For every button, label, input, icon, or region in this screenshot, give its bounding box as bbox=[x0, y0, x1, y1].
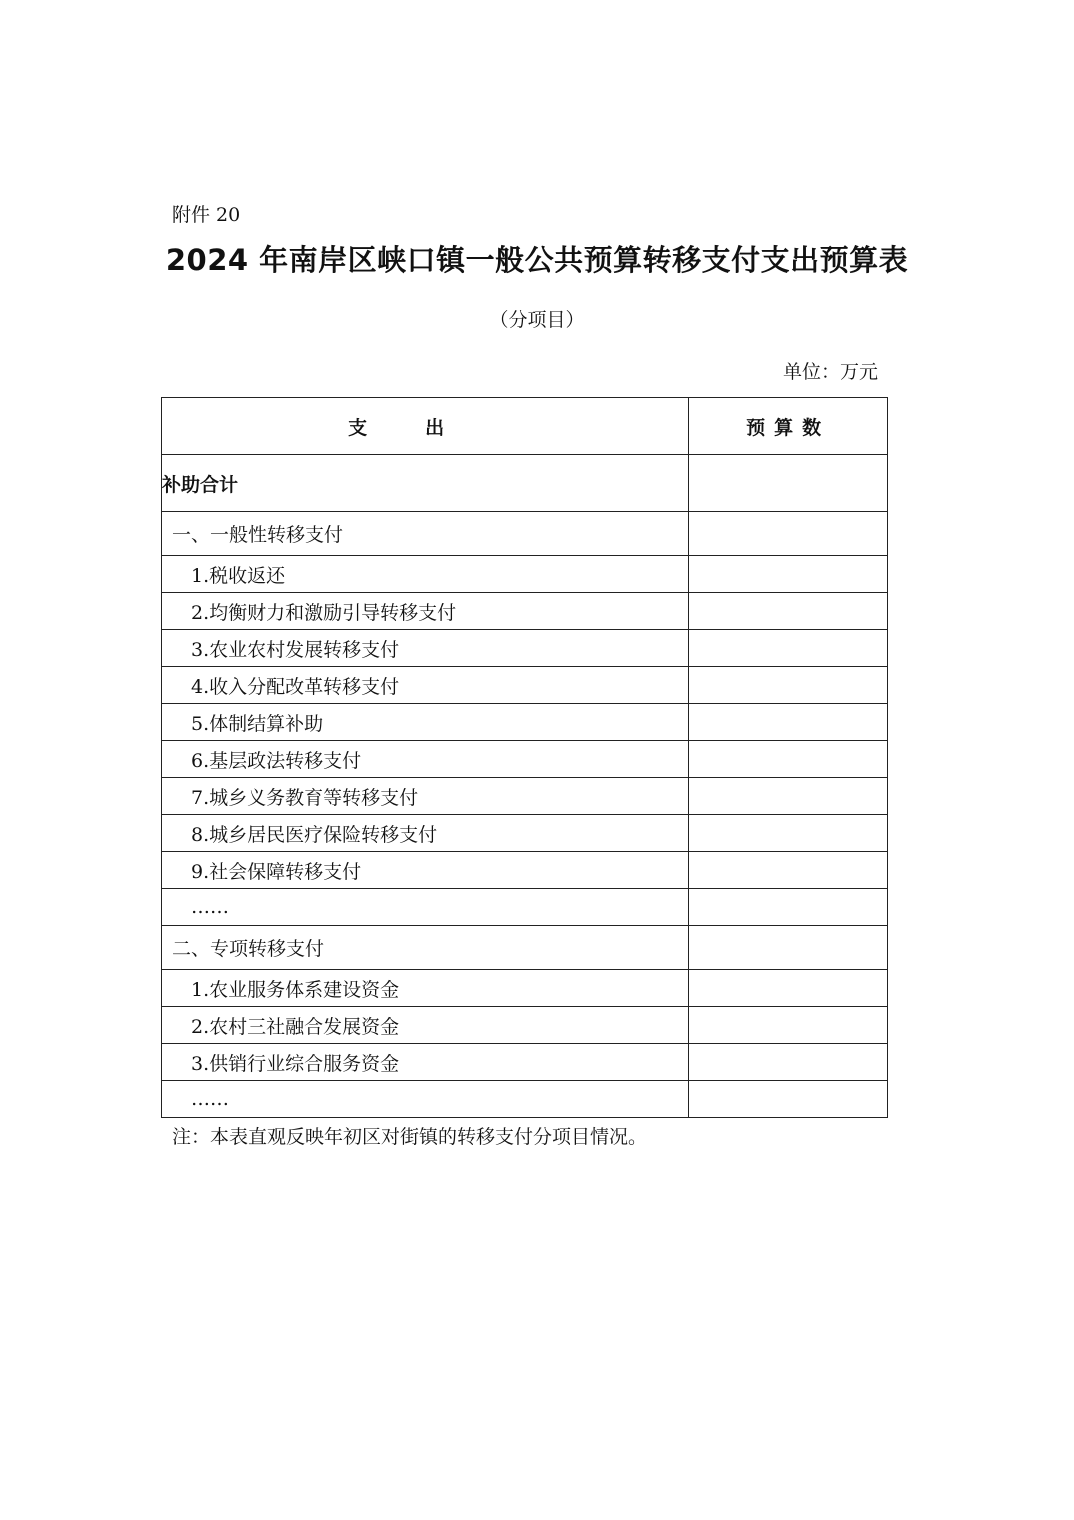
total-label: 补助合计 bbox=[162, 455, 689, 512]
section-row bbox=[162, 512, 888, 556]
table-row bbox=[162, 630, 888, 667]
table-row bbox=[162, 970, 888, 1007]
item-label: 3.农业农村发展转移支付 bbox=[162, 630, 689, 667]
table-row bbox=[162, 1044, 888, 1081]
table-row bbox=[162, 593, 888, 630]
table-header-row bbox=[162, 398, 888, 455]
item-label: 2.农村三社融合发展资金 bbox=[162, 1007, 689, 1044]
item-label: …… bbox=[162, 1081, 689, 1118]
item-label: 2.均衡财力和激励引导转移支付 bbox=[162, 593, 689, 630]
item-label: …… bbox=[162, 889, 689, 926]
item-label: 7.城乡义务教育等转移支付 bbox=[162, 778, 689, 815]
table-body bbox=[162, 455, 888, 1118]
table-row bbox=[162, 852, 888, 889]
item-amount-cell bbox=[689, 778, 888, 815]
table-row bbox=[162, 667, 888, 704]
item-amount-cell bbox=[689, 741, 888, 778]
section-label: 一、一般性转移支付 bbox=[162, 512, 689, 556]
item-label: 3.供销行业综合服务资金 bbox=[162, 1044, 689, 1081]
item-amount-cell bbox=[689, 593, 888, 630]
item-amount-cell bbox=[689, 970, 888, 1007]
section-amount-cell bbox=[689, 926, 888, 970]
item-amount-cell bbox=[689, 852, 888, 889]
table-row bbox=[162, 815, 888, 852]
item-label: 1.税收返还 bbox=[162, 556, 689, 593]
item-label: 6.基层政法转移支付 bbox=[162, 741, 689, 778]
item-amount-cell bbox=[689, 556, 888, 593]
item-label: 4.收入分配改革转移支付 bbox=[162, 667, 689, 704]
page-subtitle: （分项目） bbox=[489, 309, 585, 331]
item-amount-cell bbox=[689, 704, 888, 741]
unit-label: 单位：万元 bbox=[782, 361, 878, 383]
section-row bbox=[162, 926, 888, 970]
item-amount-cell bbox=[689, 1007, 888, 1044]
total-amount-cell bbox=[689, 455, 888, 512]
section-label: 二、专项转移支付 bbox=[162, 926, 689, 970]
total-row bbox=[162, 455, 888, 512]
attachment-label: 附件 20 bbox=[172, 204, 241, 226]
page-title: 2024 年南岸区峡口镇一般公共预算转移支付支出预算表 bbox=[165, 243, 909, 277]
item-label: 1.农业服务体系建设资金 bbox=[162, 970, 689, 1007]
item-amount-cell bbox=[689, 815, 888, 852]
header-item: 支出 bbox=[162, 398, 689, 455]
table-row bbox=[162, 556, 888, 593]
table-row bbox=[162, 889, 888, 926]
item-label: 9.社会保障转移支付 bbox=[162, 852, 689, 889]
item-amount-cell bbox=[689, 1081, 888, 1118]
item-amount-cell bbox=[689, 630, 888, 667]
table-row bbox=[162, 1081, 888, 1118]
item-amount-cell bbox=[689, 667, 888, 704]
item-label: 8.城乡居民医疗保险转移支付 bbox=[162, 815, 689, 852]
footnote: 注：本表直观反映年初区对街镇的转移支付分项目情况。 bbox=[172, 1126, 648, 1148]
budget-table bbox=[161, 397, 888, 1118]
table-row bbox=[162, 778, 888, 815]
table-row bbox=[162, 741, 888, 778]
table-row bbox=[162, 1007, 888, 1044]
item-amount-cell bbox=[689, 889, 888, 926]
item-label: 5.体制结算补助 bbox=[162, 704, 689, 741]
section-amount-cell bbox=[689, 512, 888, 556]
header-amount: 预算数 bbox=[689, 398, 888, 455]
item-amount-cell bbox=[689, 1044, 888, 1081]
table-row bbox=[162, 704, 888, 741]
